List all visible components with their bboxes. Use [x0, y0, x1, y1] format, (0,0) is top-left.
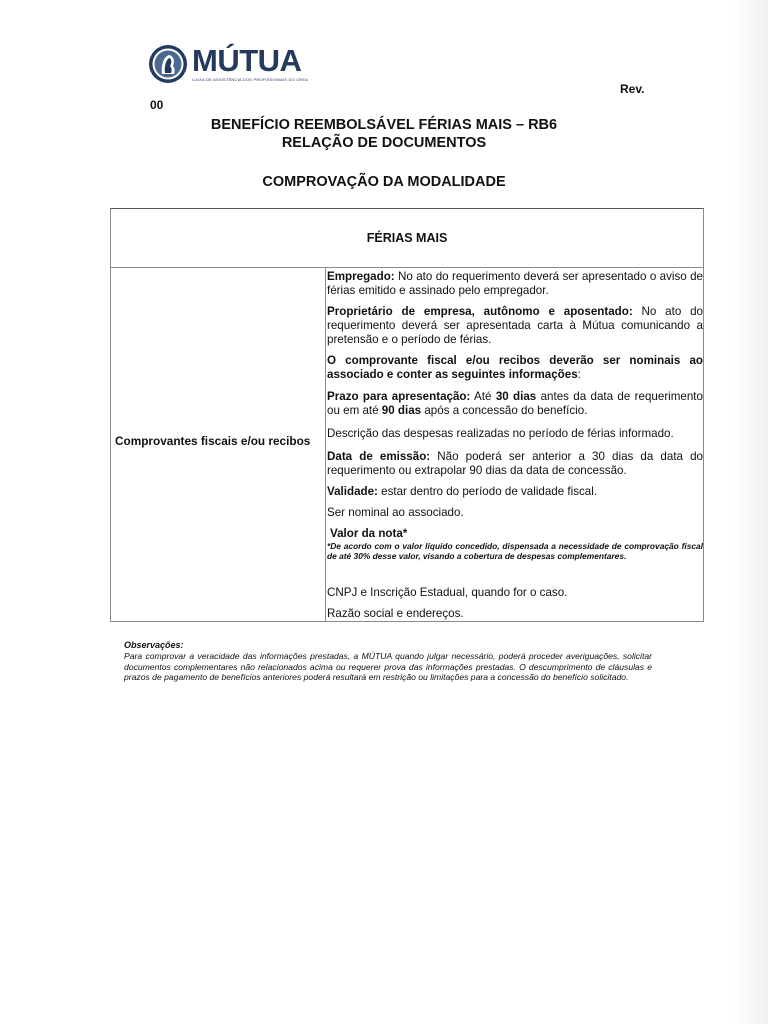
nominal-item	[327, 506, 703, 520]
table-header: FÉRIAS MAIS	[111, 209, 703, 268]
proprietario-text: No ato do requerimento deverá ser apresentada carta à Mútua comunicando a pretensão e o período de férias.	[327, 305, 703, 347]
documents-table	[110, 208, 704, 622]
page-edge-shade	[732, 0, 768, 1024]
logo-subtitle: CAIXA DE ASSISTÊNCIA DOS PROFISSIONAIS DO CREA	[192, 77, 309, 82]
emissao-item	[327, 450, 703, 478]
mutua-logo	[148, 44, 308, 84]
observations-title: Observações:	[124, 640, 184, 650]
validade-item	[327, 485, 703, 499]
revision-number: 00	[150, 98, 164, 112]
razao-item	[327, 607, 703, 621]
validade-text: estar dentro do período de validade fiscal.	[377, 485, 598, 498]
cnpj-text: CNPJ e Inscrição Estadual, quando for o caso.	[327, 586, 568, 599]
valor-note: *De acordo com o valor líquido concedido, dispensada a necessidade de comprovação fiscal de até 30% desse valor, visando a cobertura de despesas complementares.	[327, 541, 703, 562]
table-left-cell	[111, 268, 326, 622]
document-subtitle: RELAÇÃO DE DOCUMENTOS	[281, 135, 487, 151]
mutua-emblem-icon	[148, 44, 188, 84]
document-title: BENEFÍCIO REEMBOLSÁVEL FÉRIAS MAIS – RB6	[210, 117, 558, 133]
empregado-item	[327, 270, 703, 298]
descricao-item	[327, 427, 703, 441]
emissao-label: Data de emissão:	[327, 450, 431, 463]
emissao-text: Não poderá ser anterior a 30 dias da data do requerimento ou extrapolar 90 dias da data de concessão.	[327, 450, 704, 478]
left-cell-label: Comprovantes fiscais e/ou recibos	[115, 434, 311, 448]
prazo-text-3: após a concessão do benefício.	[421, 404, 588, 418]
validade-label: Validade:	[327, 485, 378, 498]
comprovante-text: O comprovante fiscal e/ou recibos deverão ser nominais ao associado e conter as seguintes informações	[327, 354, 703, 382]
section-title: COMPROVAÇÃO DA MODALIDADE	[262, 174, 506, 190]
empregado-text: No ato do requerimento deverá ser apresentado o aviso de férias emitido e assinado pelo empregador.	[327, 270, 703, 298]
prazo-text-2: antes da data de requerimento ou em até	[327, 390, 703, 418]
prazo-days-90: 90 dias	[381, 404, 422, 418]
proprietario-item	[327, 305, 703, 348]
comprovante-item	[327, 354, 703, 382]
revision-label: Rev.	[620, 82, 645, 96]
prazo-text-1: Até	[470, 390, 496, 403]
valor-item	[327, 527, 703, 562]
cnpj-item	[327, 586, 703, 600]
prazo-label: Prazo para apresentação:	[327, 390, 471, 403]
prazo-days-30: 30 dias	[495, 390, 537, 403]
logo-word: MÚTUA	[192, 43, 302, 78]
nominal-text: Ser nominal ao associado.	[327, 506, 464, 519]
observations	[124, 640, 652, 683]
razao-text: Razão social e endereços.	[327, 607, 464, 620]
observations-text: Para comprovar a veracidade das informações prestadas, a MÚTUA quando julgar necessário, poderá proceder averiguações, solicitar documentos complementares não relacionados acima ou requerer prova das informações prestadas. O descumprimento de cláusulas e prazos de pagamento de benefícios anteriores poderá resultará em restrição ou limitações para a concessão do benefício solicitado.	[124, 650, 652, 683]
proprietario-label: Proprietário de empresa, autônomo e aposentado:	[327, 305, 633, 318]
descricao-text: Descrição das despesas realizadas no período de férias informado.	[327, 427, 674, 440]
prazo-item	[327, 390, 703, 418]
comprovante-colon: :	[577, 368, 581, 382]
empregado-label: Empregado:	[327, 270, 395, 283]
valor-label: Valor da nota*	[330, 527, 408, 540]
